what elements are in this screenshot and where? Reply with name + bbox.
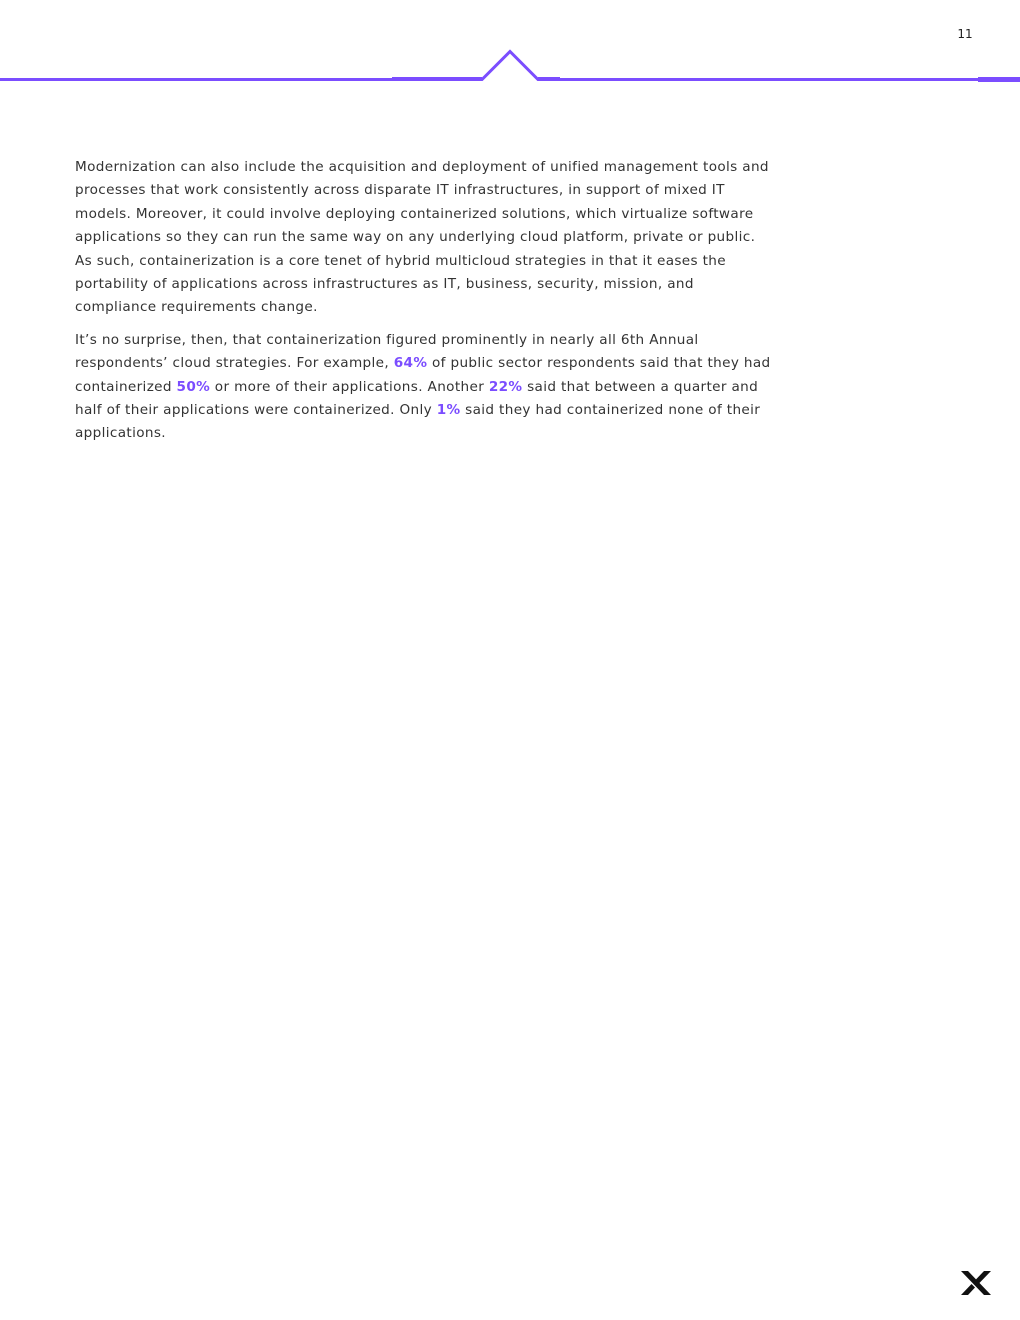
page-number: 11 [957,27,973,41]
header-divider-accent-left [392,77,482,81]
stat-1-percent: 1% [436,402,461,419]
header-divider-line [0,52,1020,80]
stat-22-percent: 22% [488,378,523,395]
stat-50-percent: 50% [176,378,211,395]
text-segment: of public sector respondents said that they had containerized [75,355,771,395]
text-segment: said they had containerized none of their applications. [75,402,761,442]
paragraph-modernization: Modernization can also include the acquisition and deployment of unified management tools and processes that work consistently across disparate IT infrastructures, in support of mixed IT models. Moreover, it could involve deploying containerized solutions, which virtualize software applications so they can run the same way on any underlying cloud platform, private or public. As such, containerization is a core tenet of hybrid multicloud strategies in that it eases the portability of applications across infrastructures as IT, business, security, mission, and compliance requirements change. [75,159,769,316]
stat-64-percent: 64% [393,355,428,372]
text-segment: or more of their applications. Another [210,378,489,395]
header-divider [0,44,1020,84]
body-copy [75,156,775,455]
header-divider-accent-right [978,77,1020,82]
header-divider-accent-center [538,77,560,81]
text-segment: said that between a quarter and half of their applications were containerized. Only [75,378,759,419]
text-segment: It’s no surprise, then, that containerization figured prominently in nearly all 6th Annual respondents’ cloud strategies. For example, [75,331,699,372]
x-logo-icon [960,1270,992,1296]
paragraph-containerization [75,329,775,446]
